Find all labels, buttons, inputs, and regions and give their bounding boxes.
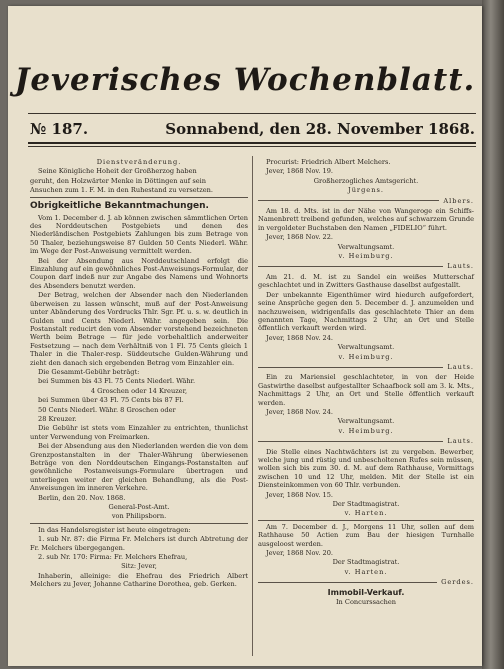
masthead-title: Jeverisches Wochenblatt. bbox=[14, 62, 476, 98]
fee-line: bei Summen über 43 Fl. 75 Cents bis 87 Fl. bbox=[38, 396, 184, 405]
fee-line: bei Summen bis 43 Fl. 75 Cents Niederl. Währ. bbox=[38, 377, 196, 386]
office-line: Der Stadtmagistrat. bbox=[332, 558, 400, 567]
obrig-heading: Obrigkeitliche Bekanntmachungen. bbox=[30, 200, 209, 211]
paragraph: Am 18. d. Mts. ist in der Nähe von Wangeroge ein Schiffs-Namenbrett treibend gefunden, welches auf schwarzem Grunde in vergoldeter Buchstaben den Namen „FIDELIO“ führt. bbox=[258, 207, 474, 232]
lauts-label: Lauts. bbox=[447, 362, 474, 371]
immobil-heading: Immobil-Verkauf. bbox=[327, 587, 405, 597]
left-column bbox=[30, 158, 248, 590]
issue-date: Sonnabend, den 28. November 1868. bbox=[165, 120, 475, 138]
paragraph: Die Gebühr ist stets vom Einzahler zu entrichten, thunlichst unter Verwendung von Freimarken. bbox=[30, 424, 248, 441]
dienst-heading: Dienstveränderung. bbox=[96, 158, 182, 166]
date-line: Jever, 1868 Nov. 24. bbox=[266, 407, 334, 416]
date-line: Jever, 1868 Nov. 24. bbox=[266, 333, 334, 342]
procura-date: Jever, 1868 Nov. 19. bbox=[266, 167, 334, 176]
handel-item: 2. sub Nr. 170: Firma: Fr. Melchers Ehefrau, bbox=[38, 553, 188, 562]
section-separator bbox=[30, 523, 248, 524]
paragraph: Bei der Absendung aus den Niederlanden werden die von dem Grenzpostanstalten in der Thaler-Währung überwiesenen Beträge von den Norddeutschen Eingangs-Postanstalten auf gewöhnliche Postanweisungs-Formulare übertragen und unterliegen weiter der gleichen Behandlung, als die Post-Anweisungen im inneren Verkehre. bbox=[30, 442, 248, 493]
paragraph: Vom 1. December d. J. ab können zwischen sämmtlichen Orten des Norddeutschen Postgebiets und denen des Niederländischen Postgebiets Zahlungen bis zum Betrage von 50 Thaler, beziehungsweise 87 Gulden 50 Cents Niederl. Währ. im Wege der Post-Anweisung vermittelt werden. bbox=[30, 213, 248, 256]
masthead-rule-bottom bbox=[28, 142, 476, 144]
handel-item: 1. sub Nr. 87: die Firma Fr. Melchers ist durch Abtretung der Fr. Melchers übergegangen. bbox=[30, 535, 248, 552]
column-divider bbox=[252, 156, 253, 656]
procura-court: Großherzogliches Amtsgericht. bbox=[313, 176, 419, 185]
lauts-bar bbox=[258, 363, 474, 371]
section-separator bbox=[30, 197, 248, 198]
paragraph: Bei der Absendung aus Norddeutschland erfolgt die Einzahlung auf ein gewöhnliches Post-Anweisungs-Formular, der Coupon darf indeß nur zur Angabe des Namens und Wohnorts des Absenders benutzt werden. bbox=[30, 256, 248, 290]
name-line: v. Heimburg. bbox=[338, 426, 394, 435]
paragraph: Der Betrag, welchen der Absender nach den Niederlanden überweisen zu lassen wünscht, muß auf der Post-Anweisung unter Abänderung des Vordrucks Thlr. Sgr. Pf. u. s. w. deutlich in Gulden und Cents Niederl. Währ. angegeben sein. Die Postanstalt reducirt den vom Absender vorstehend bezeichneten Werth beim Betrage — für jede vorbehaltlich anderweiter Festsetzung — nach dem Verhältniß von 1 Fl. 75 Cents gleich 1 Thaler in die Thaler-resp. Süddeutsche Gulden-Währung und zieht den danach sich ergebenden Betrag vom Einzahler ein. bbox=[30, 291, 248, 367]
signature-office: General-Post-Amt. bbox=[108, 503, 170, 512]
office-line: Der Stadtmagistrat. bbox=[332, 500, 400, 509]
gerdes-label: Gerdes. bbox=[441, 578, 474, 587]
issue-line bbox=[30, 120, 475, 138]
masthead-rule-bottom-thin bbox=[28, 146, 476, 147]
signature-place: Berlin, den 20. Nov. 1868. bbox=[38, 493, 126, 502]
office-line: Verwaltungsamt. bbox=[337, 417, 395, 426]
dienst-line-3: Ansuchen zum 1. F. M. in den Ruhestand zu versetzen. bbox=[30, 186, 214, 195]
paragraph: Am 7. December d. J., Morgens 11 Uhr, sollen auf dem Rathhause 50 Actien zum Bau der hiesigen Turnhalle ausgeloost werden. bbox=[258, 522, 474, 548]
paragraph: Am 21. d. M. ist zu Sandel ein weißes Mutterschaf geschlachtet und in Zwitters Gasthause daselbst aufgestallt. bbox=[258, 272, 474, 290]
section-separator bbox=[258, 520, 474, 521]
lauts-label: Lauts. bbox=[447, 262, 474, 271]
lauts-bar bbox=[258, 262, 474, 270]
newspaper-page bbox=[8, 6, 482, 666]
immobil-subheading: In Concurssachen bbox=[335, 598, 397, 607]
signature-name: von Philipsborn. bbox=[111, 512, 167, 521]
office-line: Verwaltungsamt. bbox=[337, 242, 395, 251]
paragraph: Die Stelle eines Nachtwächters ist zu vergeben. Bewerber, welche jung und rüstig und unbescholtenen Rufes sein müssen, wollen sich bis zum 30. d. M. auf dem Rathhause, Vormittags zwischen 10 und 12 Uhr, melden. Mit der Stelle ist ein Diensteinkommen von 60 Thlr. verbunden. bbox=[258, 447, 474, 490]
issue-number: № 187. bbox=[30, 120, 89, 138]
handel-intro: In das Handelsregister ist heute eingetragen: bbox=[38, 525, 191, 534]
fee-line: 4 Groschen oder 14 Kreuzer, bbox=[90, 386, 188, 395]
right-column bbox=[258, 158, 474, 608]
dienst-line-1: Seine Königliche Hoheit der Großherzog haben bbox=[38, 167, 197, 176]
office-line: Verwaltungsamt. bbox=[337, 343, 395, 352]
fee-line: 28 Kreuzer. bbox=[38, 414, 77, 423]
name-line: v. Heimburg. bbox=[338, 352, 394, 361]
handel-item: Inhaberin, alleinige: die Ehefrau des Friedrich Albert Melchers zu Jever, Johanne Catharine Dorothea, geb. Gerken. bbox=[30, 571, 248, 589]
albers-bar bbox=[258, 197, 474, 205]
name-line: v. Harten. bbox=[344, 567, 388, 576]
book-spine bbox=[482, 0, 504, 669]
procura-line: Procurist: Friedrich Albert Melchers. bbox=[266, 158, 391, 166]
date-line: Jever, 1868 Nov. 20. bbox=[266, 549, 334, 558]
date-line: Jever, 1868 Nov. 15. bbox=[266, 490, 334, 499]
gerdes-bar bbox=[258, 578, 474, 586]
date-line: Jever, 1868 Nov. 22. bbox=[266, 233, 334, 242]
name-line: v. Heimburg. bbox=[338, 252, 394, 261]
lauts-label: Lauts. bbox=[447, 437, 474, 446]
fee-line: 50 Cents Niederl. Währ. 8 Groschen oder bbox=[38, 405, 176, 414]
dienst-line-2: geruht, den Holzwärter Menke in Döttingen auf sein bbox=[30, 176, 206, 185]
albers-label: Albers. bbox=[443, 196, 474, 205]
procura-name: Jürgens. bbox=[348, 186, 384, 195]
name-line: v. Harten. bbox=[344, 509, 388, 518]
paragraph: Die Gesammt-Gebühr beträgt: bbox=[38, 367, 140, 376]
handel-item: Sitz: Jever, bbox=[121, 562, 157, 571]
masthead-rule-top bbox=[28, 113, 476, 114]
paragraph: Ein zu Mariensiel geschlachteter, in von der Heide Gastwirthe daselbst aufgestallter Schaafbock soll am 3. k. Mts., Nachmittags 2 Uhr, an Ort und Stelle öffentlich verkauft werden. bbox=[258, 373, 474, 407]
paragraph: Der unbekannte Eigenthümer wird hiedurch aufgefordert, seine Ansprüche gegen den 5. December d. J. anzumelden und nachzuweisen, widrigenfalls das geschlachtete Thier an dem genannten Tage, Nachmittags 2 Uhr, an Ort und Stelle öffentlich verkauft werden wird. bbox=[258, 290, 474, 333]
lauts-bar bbox=[258, 437, 474, 445]
